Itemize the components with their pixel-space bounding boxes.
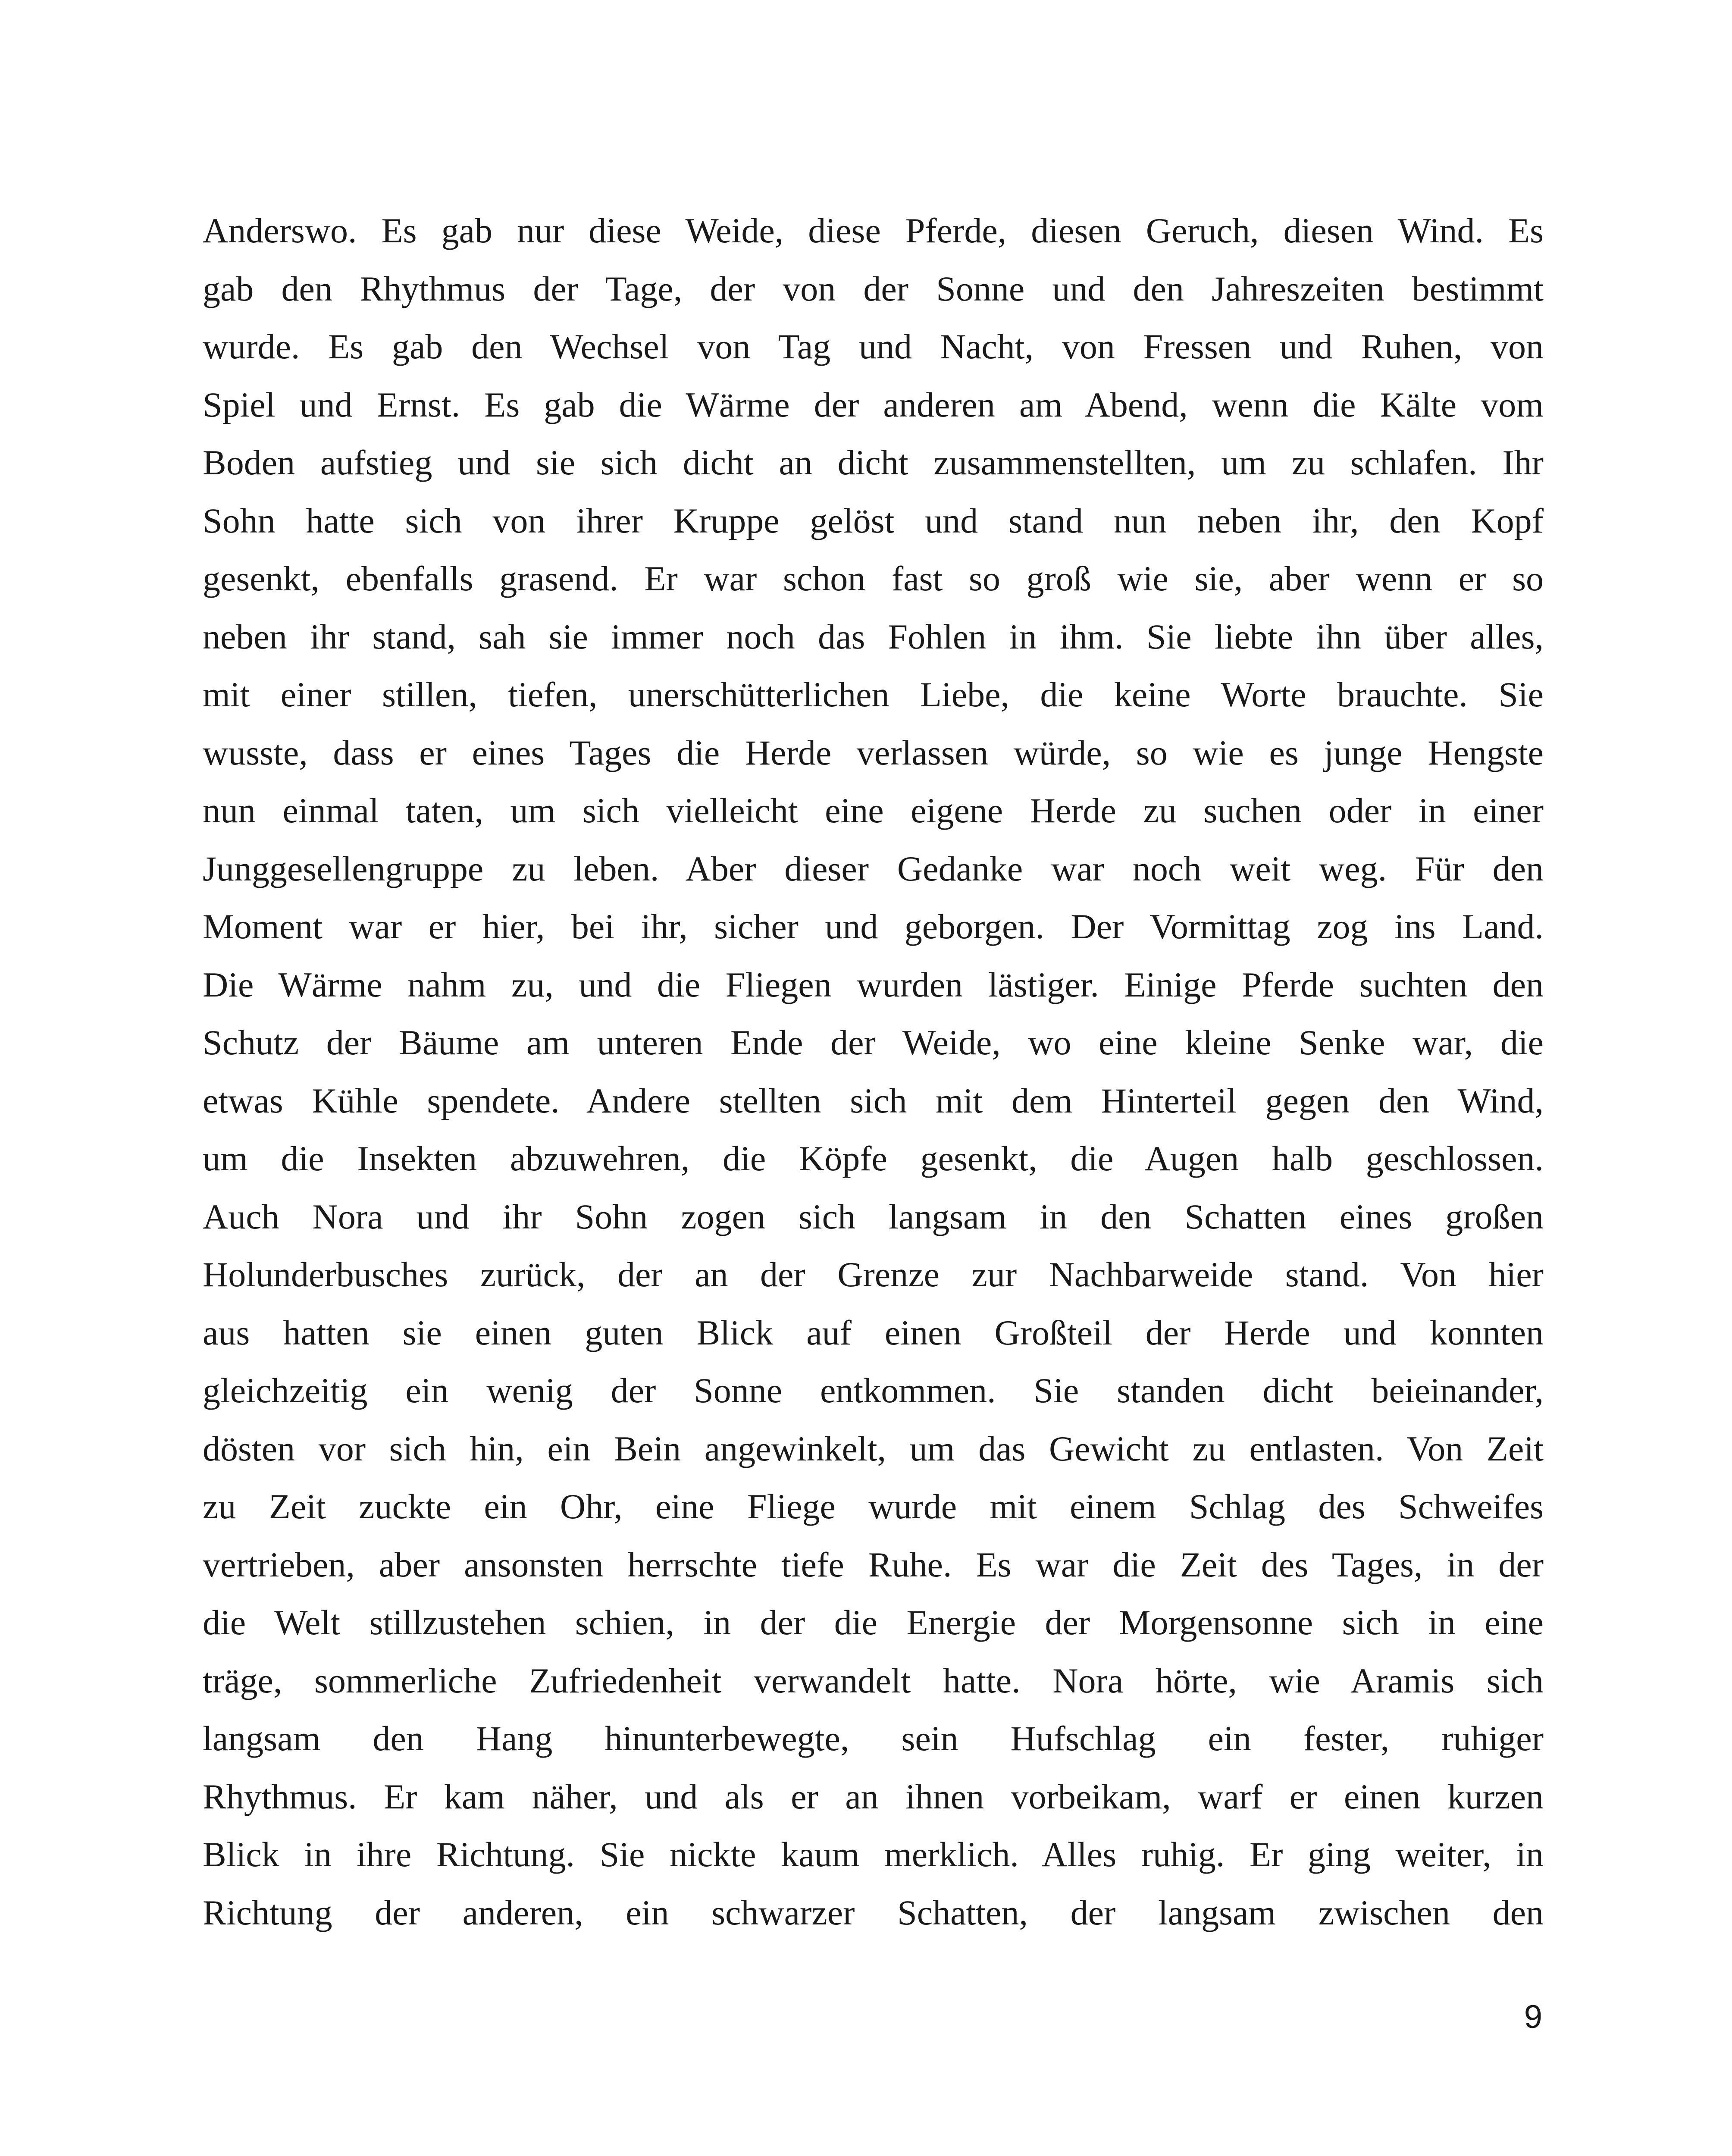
text-line: Boden aufstieg und sie sich dicht an dicht zusammenstellten, um zu schlafen. Ihr (203, 443, 1544, 482)
text-line: Holunderbusches zurück, der an der Grenze zur Nachbarweide stand. Von hier (203, 1255, 1544, 1294)
text-line: Rhythmus. Er kam näher, und als er an ihnen vorbeikam, warf er einen kurzen (203, 1777, 1544, 1816)
text-line: Anderswo. Es gab nur diese Weide, diese Pferde, diesen Geruch, diesen Wind. Es (203, 211, 1544, 250)
text-line: gleichzeitig ein wenig der Sonne entkommen. Sie standen dicht beieinander, (203, 1371, 1544, 1410)
text-line: vertrieben, aber ansonsten herrschte tiefe Ruhe. Es war die Zeit des Tages, in der (203, 1545, 1544, 1584)
text-line: neben ihr stand, sah sie immer noch das Fohlen in ihm. Sie liebte ihn über alles, (203, 617, 1544, 656)
text-line: die Welt stillzustehen schien, in der die Energie der Morgensonne sich in eine (203, 1603, 1544, 1642)
text-line: Spiel und Ernst. Es gab die Wärme der anderen am Abend, wenn die Kälte vom (203, 385, 1544, 424)
text-line: gab den Rhythmus der Tage, der von der Sonne und den Jahreszeiten bestimmt (203, 269, 1544, 308)
text-line: Auch Nora und ihr Sohn zogen sich langsam in den Schatten eines großen (203, 1197, 1544, 1236)
text-line: Richtung der anderen, ein schwarzer Schatten, der langsam zwischen den (203, 1893, 1544, 1932)
text-line: Schutz der Bäume am unteren Ende der Weide, wo eine kleine Senke war, die (203, 1023, 1544, 1062)
text-line: langsam den Hang hinunterbewegte, sein Hufschlag ein fester, ruhiger (203, 1719, 1544, 1758)
text-line: mit einer stillen, tiefen, unerschütterlichen Liebe, die keine Worte brauchte. Sie (203, 675, 1544, 714)
text-line: Blick in ihre Richtung. Sie nickte kaum merklich. Alles ruhig. Er ging weiter, in (203, 1835, 1544, 1874)
text-line: etwas Kühle spendete. Andere stellten sich mit dem Hinterteil gegen den Wind, (203, 1081, 1544, 1120)
text-line: Moment war er hier, bei ihr, sicher und geborgen. Der Vormittag zog ins Land. (203, 907, 1544, 946)
text-line: aus hatten sie einen guten Blick auf einen Großteil der Herde und konnten (203, 1313, 1544, 1352)
text-line: träge, sommerliche Zufriedenheit verwandelt hatte. Nora hörte, wie Aramis sich (203, 1661, 1544, 1700)
body-text (203, 202, 1544, 1942)
text-line: dösten vor sich hin, ein Bein angewinkelt, um das Gewicht zu entlasten. Von Zeit (203, 1429, 1544, 1468)
text-line: um die Insekten abzuwehren, die Köpfe gesenkt, die Augen halb geschlossen. (203, 1139, 1544, 1178)
text-line: Die Wärme nahm zu, und die Fliegen wurden lästiger. Einige Pferde suchten den (203, 965, 1544, 1004)
text-line: nun einmal taten, um sich vielleicht eine eigene Herde zu suchen oder in einer (203, 791, 1544, 830)
text-line: Sohn hatte sich von ihrer Kruppe gelöst und stand nun neben ihr, den Kopf (203, 501, 1544, 540)
text-line: wurde. Es gab den Wechsel von Tag und Nacht, von Fressen und Ruhen, von (203, 327, 1544, 366)
text-line: gesenkt, ebenfalls grasend. Er war schon fast so groß wie sie, aber wenn er so (203, 559, 1544, 598)
text-line: wusste, dass er eines Tages die Herde verlassen würde, so wie es junge Hengste (203, 733, 1544, 772)
text-line: zu Zeit zuckte ein Ohr, eine Fliege wurde mit einem Schlag des Schweifes (203, 1487, 1544, 1526)
page-number: 9 (1524, 1999, 1542, 2035)
text-line: Junggesellengruppe zu leben. Aber dieser Gedanke war noch weit weg. Für den (203, 849, 1544, 888)
